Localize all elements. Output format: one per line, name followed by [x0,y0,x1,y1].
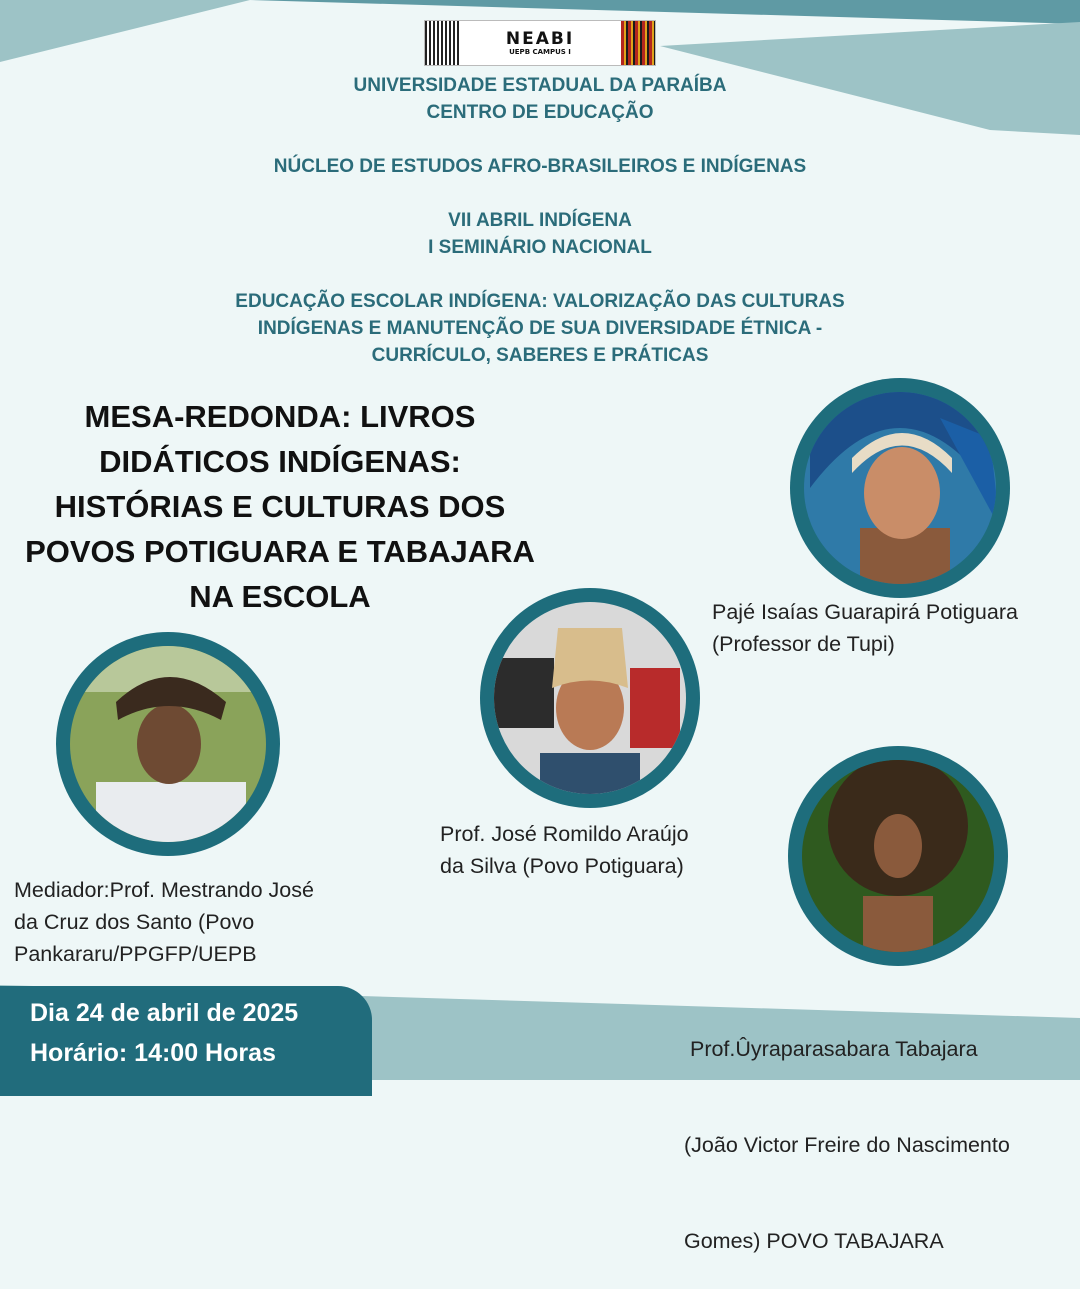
mediator-line-1: Mediador:Prof. Mestrando José [14,878,314,902]
roundtable-line-1: MESA-REDONDA: LIVROS [84,399,476,434]
speaker-name: Prof.Ûyraparasabara Tabajara [684,1037,978,1061]
header-institution [0,72,1080,126]
speaker-caption-romildo [440,818,689,882]
theme-line-2: INDÍGENAS E MANUTENÇÃO DE SUA DIVERSIDADE ÉTNICA - [257,318,823,339]
speaker-caption-uyra [684,969,1010,1289]
mediator-photo [56,632,280,856]
speaker-photo-isaias [790,378,1010,598]
speaker-name-cont: (João Victor Freire do Nascimento [684,1133,1010,1157]
event-line-1: VII ABRIL INDÍGENA [448,210,632,231]
roundtable-line-5: NA ESCOLA [189,579,371,614]
roundtable-line-2: DIDÁTICOS INDÍGENAS: [99,444,461,479]
speaker-caption-isaias [712,596,1018,660]
logo-subtitle: UEPB CAMPUS I [509,47,571,56]
logo-mark: NEABI [505,28,575,49]
mediator-caption [14,874,314,970]
event-title [0,207,1080,261]
event-time: Horário: 14:00 Horas [30,1039,276,1067]
logo-pattern-right [621,21,655,65]
theme-line-1: EDUCAÇÃO ESCOLAR INDÍGENA: VALORIZAÇÃO DAS CULTURAS [235,291,845,312]
speaker-role: Gomes) POVO TABAJARA [684,1229,944,1253]
roundtable-title [20,394,540,619]
logo-pattern-left [425,21,459,65]
neabi-logo [424,20,656,66]
theme-line-3: CURRÍCULO, SABERES E PRÁTICAS [371,345,709,366]
roundtable-line-3: HISTÓRIAS E CULTURAS DOS [54,489,506,524]
mediator-line-3: Pankararu/PPGFP/UEPB [14,942,257,966]
event-line-2: I SEMINÁRIO NACIONAL [428,237,652,258]
speaker-role: da Silva (Povo Potiguara) [440,854,684,878]
speaker-photo-uyra [788,746,1008,966]
speaker-name: Prof. José Romildo Araújo [440,822,689,846]
speaker-role: (Professor de Tupi) [712,632,895,656]
nucleus-name: NÚCLEO DE ESTUDOS AFRO-BRASILEIROS E INDÍGENAS [273,156,807,177]
center-name: CENTRO DE EDUCAÇÃO [426,102,654,123]
speaker-name: Pajé Isaías Guarapirá Potiguara [712,600,1018,624]
roundtable-line-4: POVOS POTIGUARA E TABAJARA [25,534,535,569]
speaker-photo-romildo [480,588,700,808]
event-date: Dia 24 de abril de 2025 [30,999,299,1027]
theme-title [0,288,1080,369]
mediator-line-2: da Cruz dos Santo (Povo [14,910,255,934]
university-name: UNIVERSIDADE ESTADUAL DA PARAÍBA [353,75,727,96]
